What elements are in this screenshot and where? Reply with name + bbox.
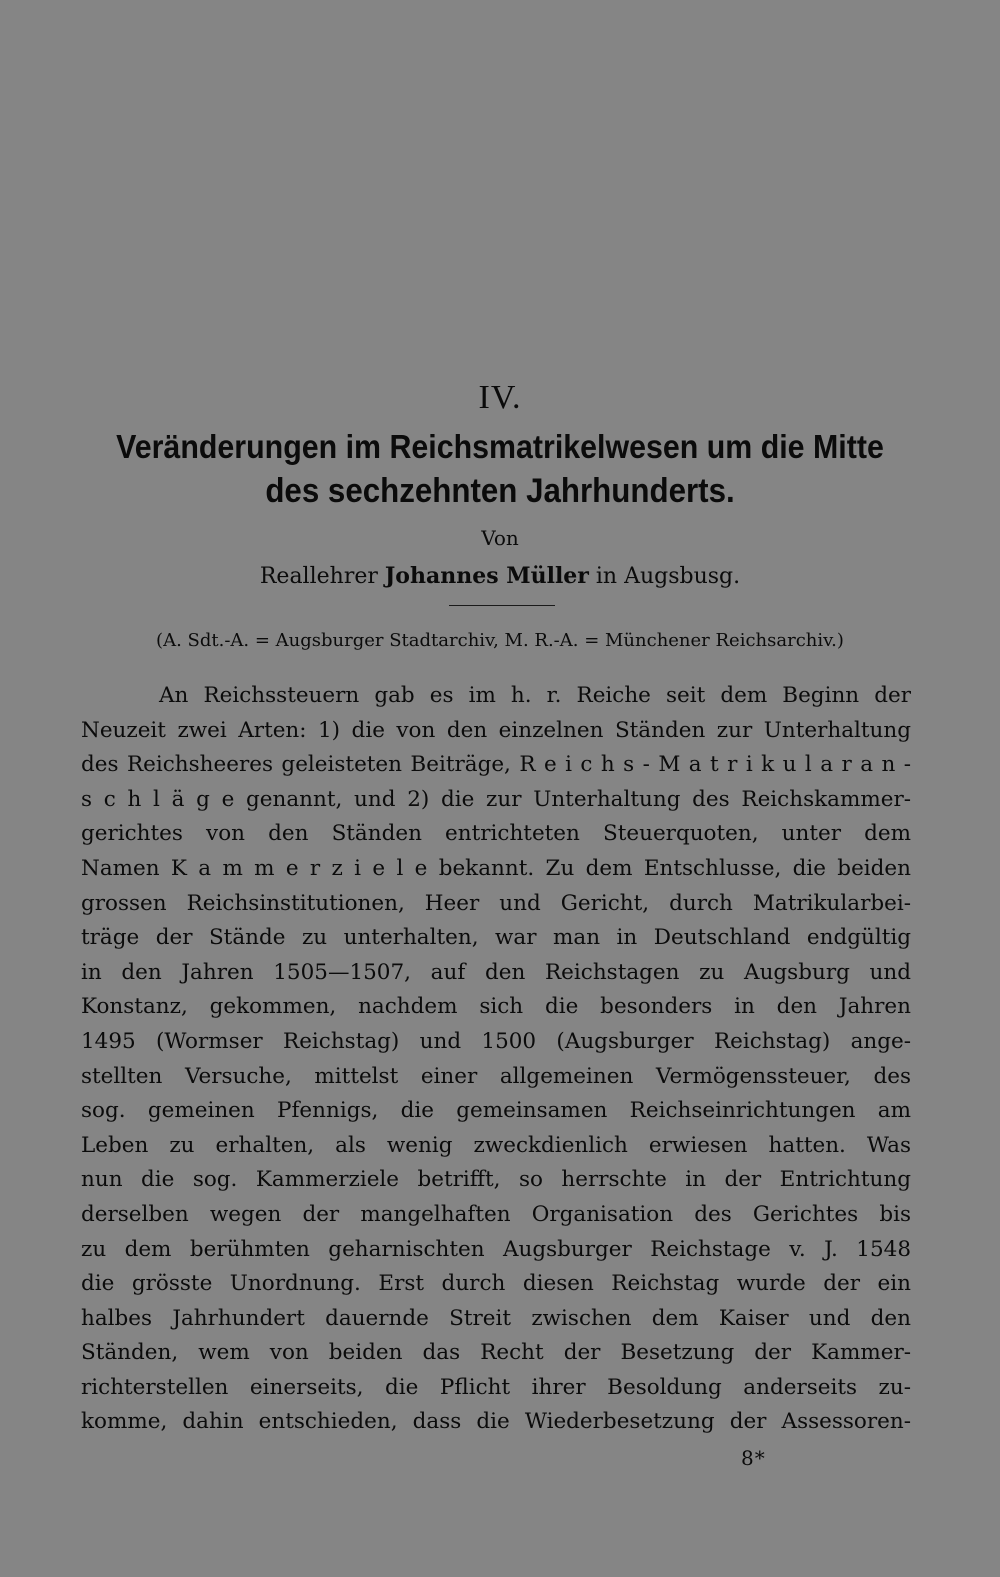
- body-line: komme, dahin entschieden, dass die Wiederbesetzung der Assessoren-: [81, 1409, 911, 1435]
- body-line: Ständen, wem von beiden das Recht der Besetzung der Kammer-: [81, 1340, 911, 1366]
- body-line: träge der Stände zu unterhalten, war man in Deutschland endgültig: [81, 925, 911, 951]
- author-name: Johannes Müller: [384, 563, 589, 589]
- body-line: Konstanz, gekommen, nachdem sich die besonders in den Jahren: [81, 994, 911, 1020]
- body-line: die grösste Unordnung. Erst durch diesen Reichstag wurde der ein: [81, 1271, 911, 1297]
- author-location: in Augsbusg.: [595, 564, 741, 589]
- page-signature: 8*: [741, 1446, 766, 1470]
- body-line: stellten Versuche, mittelst einer allgemeinen Vermögenssteuer, des: [81, 1063, 911, 1089]
- author-prefix: Reallehrer: [259, 564, 378, 589]
- body-line: Neuzeit zwei Arten: 1) die von den einzelnen Ständen zur Unterhaltung: [81, 717, 911, 743]
- author-line: [0, 562, 1000, 591]
- body-line: Namen K a m m e r z i e l e bekannt. Zu dem Entschlusse, die beiden: [81, 855, 911, 881]
- body-line: zu dem berühmten geharnischten Augsburger Reichstage v. J. 1548: [81, 1236, 911, 1262]
- body-line: grossen Reichsinstitutionen, Heer und Gericht, durch Matrikularbei-: [81, 890, 911, 916]
- separator-rule: [449, 605, 555, 606]
- byline-von: Von: [481, 526, 519, 550]
- body-line: s c h l ä g e genannt, und 2) die zur Unterhaltung des Reichskammer-: [81, 786, 911, 812]
- body-line: derselben wegen der mangelhaften Organisation des Gerichtes bis: [81, 1201, 911, 1227]
- body-line: des Reichsheeres geleisteten Beiträge, R e i c h s - M a t r i k u l a r a n -: [81, 752, 911, 778]
- body-line: An Reichssteuern gab es im h. r. Reiche seit dem Beginn der: [159, 683, 911, 708]
- body-line: halbes Jahrhundert dauernde Streit zwischen dem Kaiser und den: [81, 1305, 911, 1331]
- body-line: sog. gemeinen Pfennigs, die gemeinsamen Reichseinrichtungen am: [81, 1098, 911, 1124]
- title-line-1: Veränderungen im Reichsmatrikelwesen um die Mitte: [116, 428, 884, 465]
- abbreviations-note: (A. Sdt.-A. = Augsburger Stadtarchiv, M. R.-A. = Münchener Reichsarchiv.): [156, 630, 844, 651]
- body-text: [81, 679, 911, 1440]
- body-line: Leben zu erhalten, als wenig zweckdienlich erwiesen hatten. Was: [81, 1132, 911, 1158]
- title-line-2: des sechzehnten Jahrhunderts.: [265, 472, 735, 510]
- body-line: in den Jahren 1505—1507, auf den Reichstagen zu Augsburg und: [81, 959, 911, 985]
- body-line: gerichtes von den Ständen entrichteten Steuerquoten, unter dem: [81, 821, 911, 847]
- article-title: [114, 425, 887, 513]
- body-line: richterstellen einerseits, die Pflicht ihrer Besoldung anderseits zu-: [81, 1374, 911, 1400]
- chapter-number: IV.: [478, 379, 522, 416]
- body-line: 1495 (Wormser Reichstag) und 1500 (Augsburger Reichstag) ange-: [81, 1028, 911, 1054]
- body-line: nun die sog. Kammerziele betrifft, so herrschte in der Entrichtung: [81, 1167, 911, 1193]
